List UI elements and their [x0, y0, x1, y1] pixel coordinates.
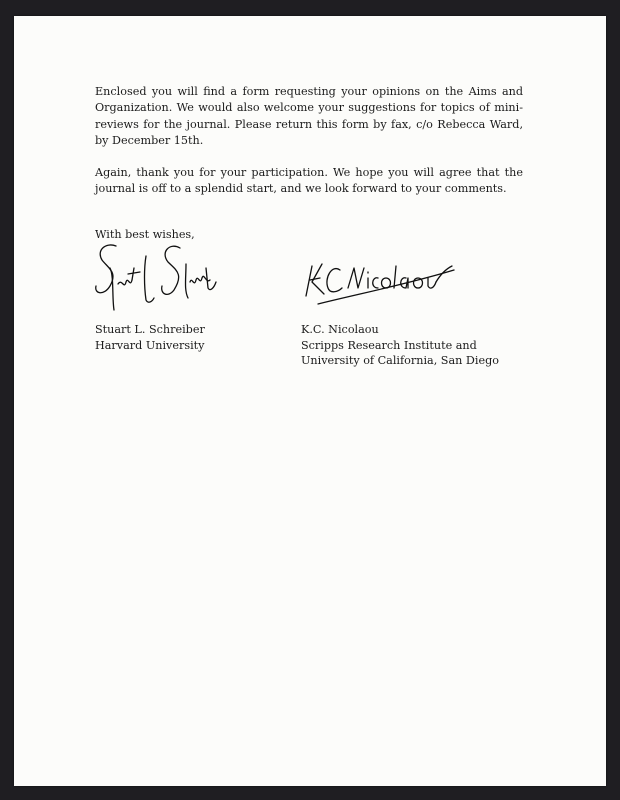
letter-body	[95, 84, 523, 212]
signer-block-schreiber	[95, 322, 205, 353]
signature-schreiber	[88, 238, 223, 316]
signer-affiliation: University of California, San Diego	[301, 354, 499, 367]
closing-salutation: With best wishes,	[95, 228, 195, 241]
signer-affiliation: Harvard University	[95, 338, 205, 352]
signer-affiliation: Scripps Research Institute and	[301, 338, 477, 352]
paragraph-enclosed-form: Enclosed you will find a form requesting your opinions on the Aims and Organization. We would also welcome your suggestions for topics of mini-reviews for the journal. Please return this form by fax, c/o Rebecca Ward, by December 15th.	[95, 85, 523, 148]
signer-name: Stuart L. Schreiber	[95, 323, 205, 336]
signer-block-nicolaou	[301, 322, 499, 369]
paragraph-thanks: Again, thank you for your participation. We hope you will agree that the journal is off to a splendid start, and we look forward to your comments.	[95, 165, 523, 196]
letter-page	[14, 16, 606, 786]
signer-name: K.C. Nicolaou	[301, 323, 379, 336]
signature-nicolaou	[298, 248, 458, 308]
